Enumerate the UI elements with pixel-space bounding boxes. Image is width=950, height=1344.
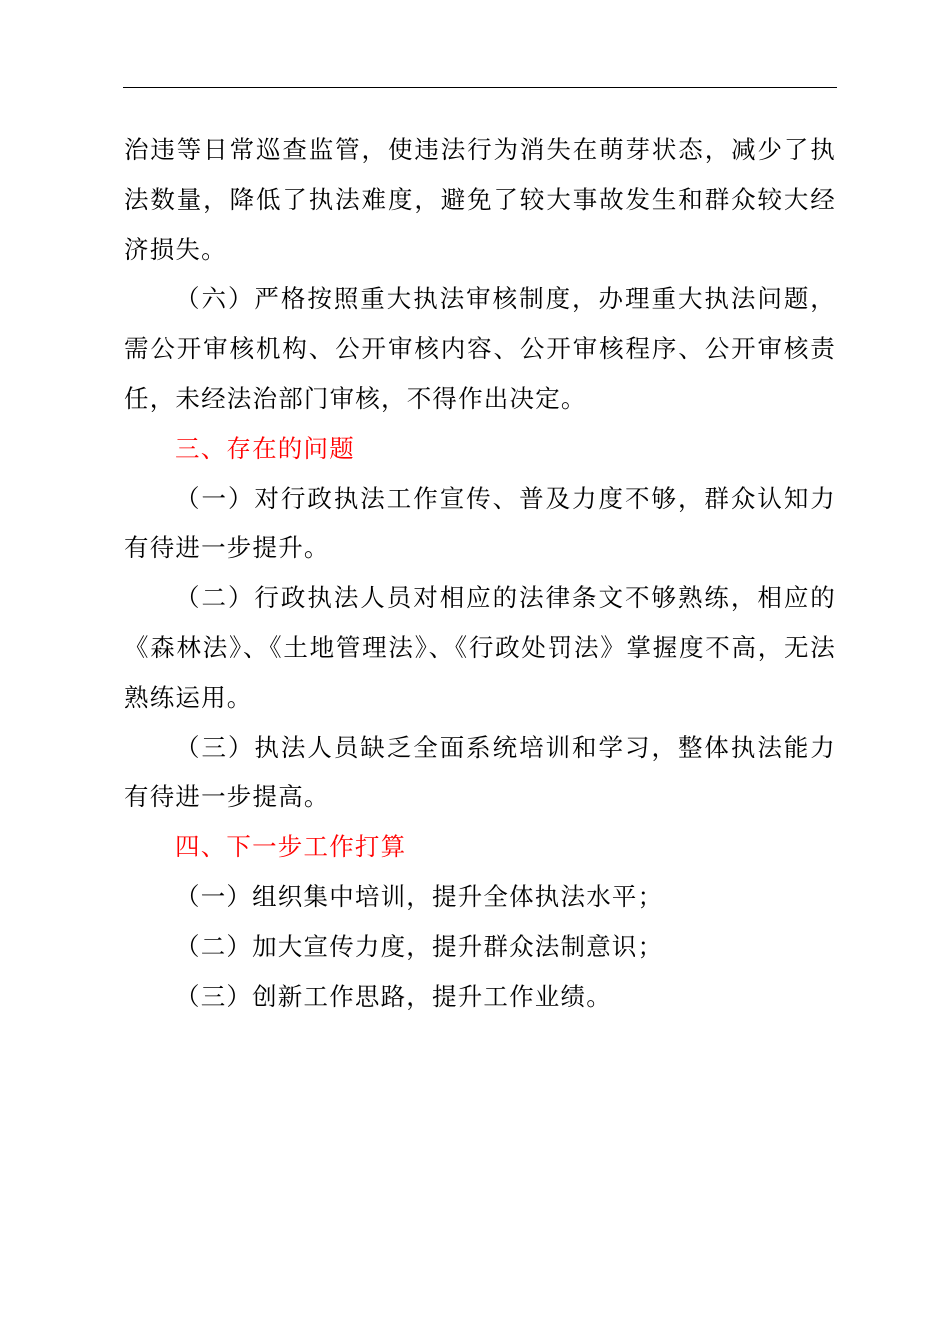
paragraph-item-six: （六）严格按照重大执法审核制度，办理重大执法问题，需公开审核机构、公开审核内容、公开审核程序、公开审核责任，未经法治部门审核，不得作出决定。 — [124, 284, 836, 413]
problem-item-one: （一）对行政执法工作宣传、普及力度不够，群众认知力有待进一步提升。 — [124, 483, 836, 563]
paragraph-continuation: 治违等日常巡查监管，使违法行为消失在萌芽状态，减少了执法数量，降低了执法难度，避免了较大事故发生和群众较大经济损失。 — [124, 135, 836, 264]
plan-item-two: （二）加大宣传力度，提升群众法制意识； — [175, 931, 664, 961]
problem-item-two: （二）行政执法人员对相应的法律条文不够熟练，相应的《森林法》、《土地管理法》、《行政处罚法》掌握度不高，无法熟练运用。 — [124, 583, 836, 712]
header-rule — [123, 87, 837, 88]
plan-item-three: （三）创新工作思路，提升工作业绩。 — [175, 981, 612, 1011]
document-body — [124, 125, 836, 1021]
problem-item-three: （三）执法人员缺乏全面系统培训和学习，整体执法能力有待进一步提高。 — [124, 732, 836, 812]
section-heading-problems: 三、存在的问题 — [175, 433, 355, 463]
section-heading-next-steps: 四、下一步工作打算 — [175, 832, 407, 862]
plan-item-one: （一）组织集中培训，提升全体执法水平； — [175, 881, 664, 911]
